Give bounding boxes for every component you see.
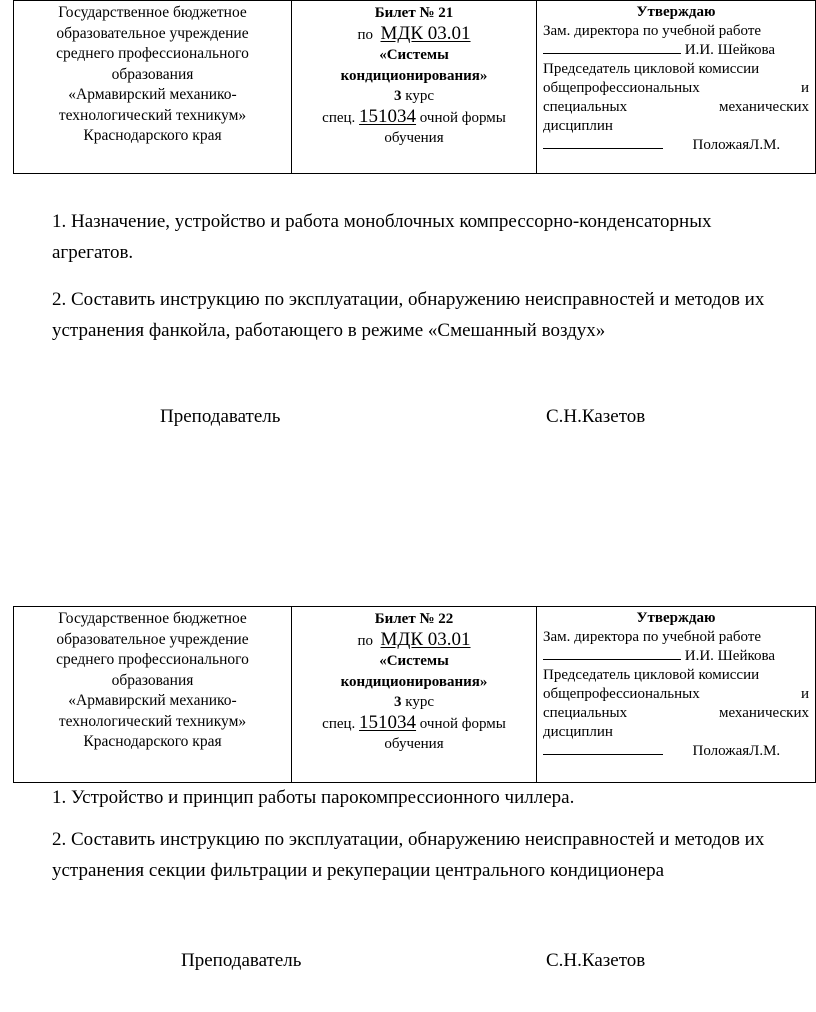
course-line: [292, 692, 536, 713]
subject-line: кондиционирования»: [340, 673, 488, 690]
org-line: образовательное учреждение: [56, 24, 249, 42]
spec-label: спец.: [322, 109, 356, 126]
chair-name: ПоложаяЛ.М.: [692, 743, 781, 759]
chair-line: [543, 685, 809, 704]
org-line: Государственное бюджетное: [58, 4, 247, 21]
teacher-label: Преподаватель: [160, 406, 281, 427]
chair-line: дисциплин: [543, 724, 613, 740]
ticket-title: Билет № 21: [374, 5, 454, 21]
org-line: технологический техникум»: [58, 712, 247, 730]
org-line: Краснодарского края: [83, 127, 222, 144]
org-line: образовательное учреждение: [56, 630, 249, 648]
po-label: по: [357, 26, 373, 43]
approval-cell: [537, 1, 816, 174]
form-line: очной формы: [419, 715, 506, 732]
course-word: курс: [405, 88, 434, 104]
chair-line: Председатель цикловой комиссии: [543, 61, 760, 77]
approve-title: Утверждаю: [636, 4, 716, 20]
chair-signature-line: [543, 136, 809, 155]
approve-name: И.И. Шейкова: [684, 648, 776, 664]
approve-title: Утверждаю: [636, 610, 716, 626]
course-number: 3: [394, 88, 402, 104]
subject-line: кондиционирования»: [340, 67, 488, 84]
ticket-header-table: [13, 606, 816, 783]
question-1: 1. Назначение, устройство и работа моноблочных компрессорно-конденсаторных агрегатов.: [52, 211, 712, 263]
question-2: 2. Составить инструкцию по эксплуатации, обнаружению неисправностей и методов их устранения фанкойла, работающего в режиме «Смешанный воздух»: [52, 289, 765, 341]
approve-name: И.И. Шейкова: [684, 42, 776, 58]
chair-line-part: специальных: [543, 705, 628, 721]
chair-name: ПоложаяЛ.М.: [692, 137, 781, 153]
spec-code: 151034: [359, 105, 417, 127]
chair-signature-line: [543, 742, 809, 761]
signature-underline: [543, 742, 663, 755]
ticket-title: Билет № 22: [374, 611, 454, 627]
approve-signature-line: [543, 647, 809, 666]
institution-cell: [14, 607, 292, 783]
chair-line-part: специальных: [543, 99, 628, 115]
chair-line-part: общепрофессиональных: [543, 686, 700, 702]
org-line: Государственное бюджетное: [58, 610, 247, 627]
form-line: обучения: [384, 736, 444, 752]
org-line: образования: [111, 671, 194, 689]
chair-line: [543, 79, 809, 98]
chair-line: дисциплин: [543, 118, 613, 134]
ticket-info-cell: [292, 607, 537, 783]
mdk-code: МДК 03.01: [380, 628, 471, 650]
chair-line: [543, 704, 809, 723]
approve-role: Зам. директора по учебной работе: [543, 629, 762, 645]
chair-line: [543, 98, 809, 117]
po-label: по: [357, 632, 373, 649]
signature-underline: [543, 136, 663, 149]
org-line: Краснодарского края: [83, 733, 222, 750]
question-2: 2. Составить инструкцию по эксплуатации, обнаружению неисправностей и методов их устранения секции фильтрации и рекуперации центрального кондиционера: [52, 829, 765, 881]
chair-line-part: механических: [718, 99, 809, 115]
teacher-label: Преподаватель: [181, 950, 302, 971]
chair-line-part: общепрофессиональных: [543, 80, 700, 96]
ticket-header-table: [13, 0, 816, 174]
spec-code: 151034: [359, 711, 417, 733]
form-line: очной формы: [419, 109, 506, 126]
question-1: 1. Устройство и принцип работы парокомпрессионного чиллера.: [52, 787, 575, 808]
org-line: «Армавирский механико-: [68, 86, 237, 103]
approval-cell: [537, 607, 816, 783]
course-number: 3: [394, 694, 402, 710]
approve-signature-line: [543, 41, 809, 60]
teacher-name: С.Н.Казетов: [546, 406, 646, 427]
institution-cell: [14, 1, 292, 174]
mdk-code: МДК 03.01: [380, 22, 471, 44]
signature-underline: [543, 41, 681, 54]
org-line: «Армавирский механико-: [68, 692, 237, 709]
chair-line: Председатель цикловой комиссии: [543, 667, 760, 683]
spec-line: [292, 713, 536, 735]
spec-line: [292, 107, 536, 129]
course-word: курс: [405, 694, 434, 710]
spec-label: спец.: [322, 715, 356, 732]
form-line: обучения: [384, 130, 444, 146]
chair-line-part: и: [800, 80, 809, 96]
subject-line: «Системы: [379, 653, 449, 669]
org-line: технологический техникум»: [58, 106, 247, 124]
teacher-name: С.Н.Казетов: [546, 950, 646, 971]
approve-role: Зам. директора по учебной работе: [543, 23, 762, 39]
chair-line-part: и: [800, 686, 809, 702]
ticket-info-cell: [292, 1, 537, 174]
course-line: [292, 86, 536, 107]
chair-line-part: механических: [718, 705, 809, 721]
subject-line: «Системы: [379, 47, 449, 63]
org-line: среднего профессионального: [56, 651, 249, 668]
mdk-line: [292, 24, 536, 46]
org-line: образования: [111, 65, 194, 83]
org-line: среднего профессионального: [56, 45, 249, 62]
signature-underline: [543, 647, 681, 660]
mdk-line: [292, 630, 536, 652]
